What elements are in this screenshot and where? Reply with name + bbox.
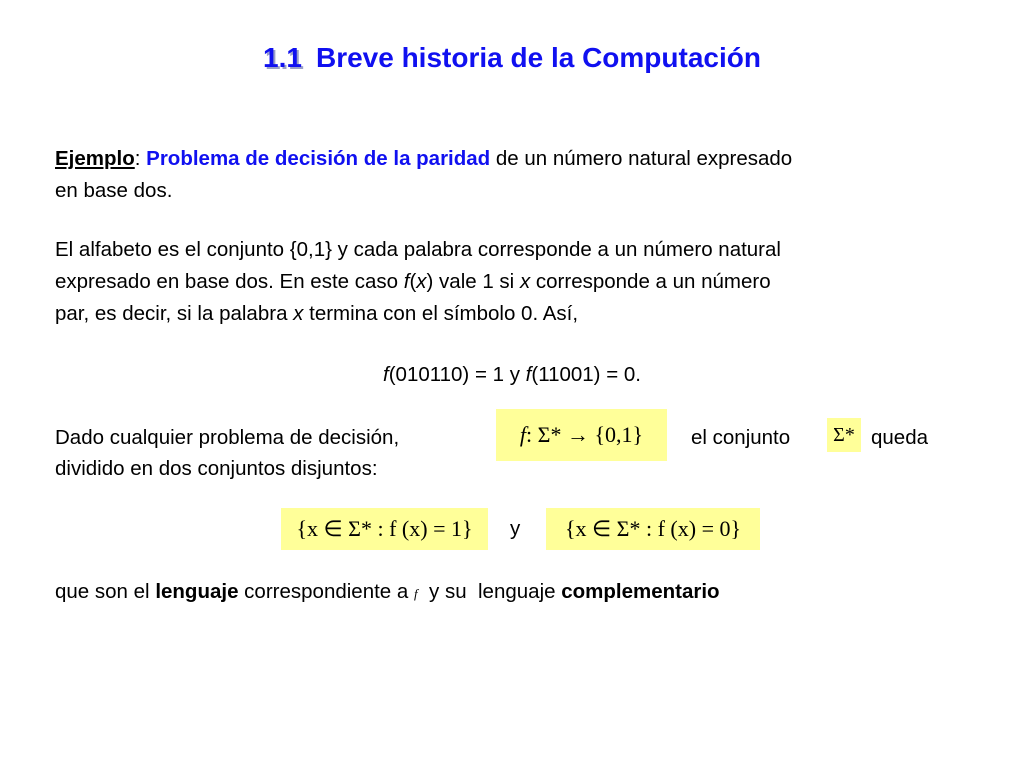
problem-title: Problema de decisión de la paridad [146,147,491,170]
section-number: 1.1 [263,42,302,73]
example-evaluation: f(010110) = 1 y f(11001) = 0. [383,363,641,386]
conclusion-line: que son el lenguaje correspondiente a f y su lenguaje complementario [55,580,720,603]
example-line-2: en base dos. [55,179,173,202]
decision-line-1-middle: el conjunto [691,426,791,449]
example-label: Ejemplo [55,147,135,170]
alphabet-line-3: par, es decir, si la palabra x termina con el símbolo 0. Así, [55,302,579,325]
sigma-star-formula: Σ* [827,418,861,452]
alphabet-line-1: El alfabeto es el conjunto {0,1} y cada palabra corresponde a un número natural [55,238,781,261]
f-symbol: f [414,586,418,601]
complement-set-formula: {x ∈ Σ* : f (x) = 0} [546,508,760,550]
alphabet-line-2: expresado en base dos. En este caso f(x) vale 1 si x corresponde a un número [55,270,771,293]
function-formula: f : Σ* → {0,1} [496,409,667,461]
example-line-1: Ejemplo: Problema de decisión de la paridad de un número natural expresado [55,147,793,170]
decision-line-2: dividido en dos conjuntos disjuntos: [55,457,378,480]
language-set-formula: {x ∈ Σ* : f (x) = 1} [281,508,488,550]
decision-line-1-start: Dado cualquier problema de decisión, [55,426,400,449]
language-term: lenguaje [155,580,239,603]
title-text: Breve historia de la Computación [315,42,761,73]
page-title [0,42,1024,74]
complement-term: complementario [561,580,720,603]
sets-connector: y [510,517,521,540]
decision-line-1-end: queda [871,426,929,449]
